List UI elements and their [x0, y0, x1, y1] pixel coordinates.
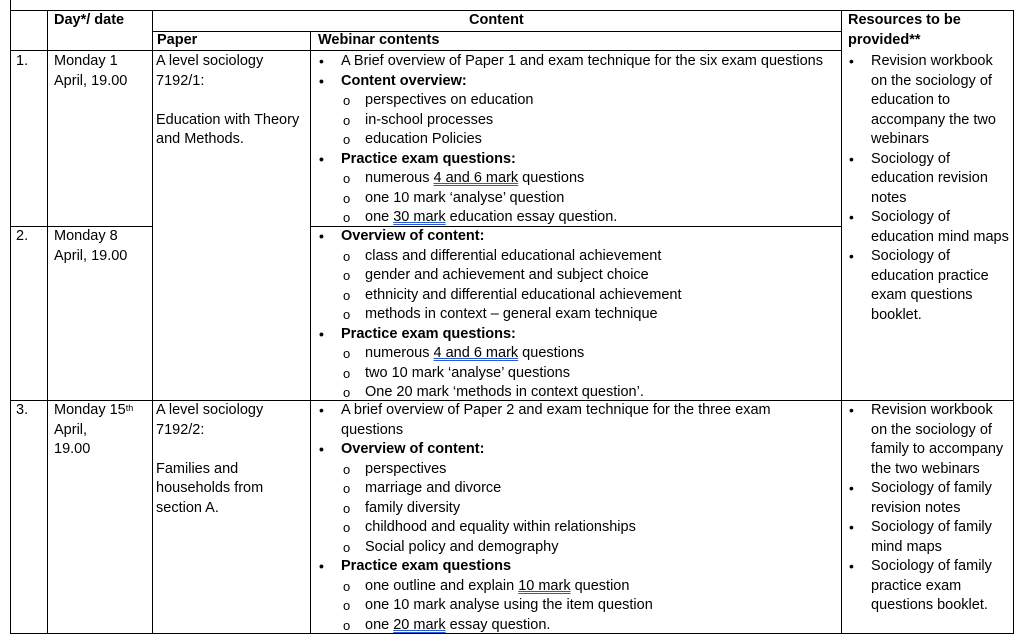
- row-date-line2: April, 19.00: [54, 247, 128, 264]
- list-item: o numerous 4 and 6 mark questions: [365, 344, 839, 364]
- list-item: o one outline and explain 10 mark question: [365, 577, 839, 597]
- row-paper: [156, 401, 263, 518]
- row-webinar-contents: [317, 401, 839, 635]
- row-paper: [156, 52, 299, 150]
- list-item: o one 10 mark analyse using the item question: [365, 596, 839, 616]
- row-date: [54, 227, 127, 266]
- list-item: o two 10 mark ‘analyse’ questions: [365, 364, 839, 384]
- resource-item: • Revision workbook on the sociology of family to accompany the two webinars: [871, 401, 1011, 479]
- overview-line2: questions: [341, 421, 404, 438]
- header-content: Content: [469, 12, 524, 28]
- resource-item: • Revision workbook on the sociology of education to accompany the two webinars: [871, 52, 1011, 150]
- row-number: 3.: [16, 402, 29, 418]
- resource-item: • Sociology of education mind maps: [871, 208, 1011, 247]
- list-item: o one 20 mark essay question.: [365, 616, 839, 636]
- resource-item: • Sociology of family revision notes: [871, 479, 1011, 518]
- list-item: o family diversity: [365, 499, 839, 519]
- resource-item: • Sociology of education practice exam questions booklet.: [871, 247, 1011, 325]
- list-item: o One 20 mark ‘methods in context question’.: [365, 383, 839, 403]
- resource-item: • Sociology of family practice exam questions booklet.: [871, 557, 1011, 616]
- header-webinar-contents: Webinar contents: [318, 32, 440, 48]
- row-date: [54, 52, 127, 91]
- header-resources: [848, 11, 961, 50]
- row-number: 1.: [16, 53, 29, 69]
- row-webinar-contents: [317, 52, 839, 228]
- list-item: o perspectives on education: [365, 91, 839, 111]
- date-suffix: th: [125, 403, 134, 413]
- row-date-line1: Monday 8: [54, 228, 118, 244]
- list-item: o marriage and divorce: [365, 479, 839, 499]
- list-item: o numerous 4 and 6 mark questions: [365, 169, 839, 189]
- resource-item: • Sociology of family mind maps: [871, 518, 1011, 557]
- header-day: Day*/ date: [54, 12, 125, 28]
- row-date-line1: Monday 1: [54, 53, 118, 69]
- row-date-line2: April,: [54, 421, 88, 438]
- practice-heading: • Practice exam questions: [341, 557, 839, 577]
- row-date-line1: Monday 15th: [54, 402, 134, 418]
- list-item: o methods in context – general exam technique: [365, 305, 839, 325]
- list-item: o perspectives: [365, 460, 839, 480]
- header-resources-line1: Resources to be: [848, 12, 961, 28]
- overview-line1: • A brief overview of Paper 2 and exam technique for the three exam: [341, 402, 771, 418]
- list-item: o Social policy and demography: [365, 538, 839, 558]
- list-item: o education Policies: [365, 130, 839, 150]
- list-item: o one 10 mark ‘analyse’ question: [365, 189, 839, 209]
- list-item: o class and differential educational achievement: [365, 247, 839, 267]
- row-date-line3: 19.00: [54, 441, 91, 457]
- header-resources-line2: provided**: [848, 31, 921, 48]
- paper-title-line3: section A.: [156, 499, 219, 516]
- list-item: o one 30 mark education essay question.: [365, 208, 839, 228]
- paper-code-line2: 7192/2:: [156, 421, 205, 438]
- list-item: o gender and achievement and subject choice: [365, 266, 839, 286]
- resource-item: • Sociology of education revision notes: [871, 150, 1011, 209]
- practice-heading: • Practice exam questions:: [341, 150, 839, 170]
- paper-title-line1: Families and: [156, 460, 239, 477]
- list-item: o childhood and equality within relationships: [365, 518, 839, 538]
- content-heading: • Overview of content:: [341, 440, 839, 460]
- row-resources: [847, 401, 1011, 616]
- paper-code-line1: A level sociology: [156, 53, 264, 69]
- overview-item: • A Brief overview of Paper 1 and exam technique for the six exam questions: [341, 52, 839, 72]
- content-heading: • Content overview:: [341, 72, 839, 92]
- header-paper: Paper: [157, 32, 198, 48]
- row-date-line2: April, 19.00: [54, 72, 128, 89]
- row-resources: [847, 52, 1011, 325]
- paper-title-line2: households from: [156, 480, 264, 496]
- paper-code-line2: 7192/1:: [156, 72, 205, 89]
- list-item: o in-school processes: [365, 111, 839, 131]
- list-item: o ethnicity and differential educational achievement: [365, 286, 839, 306]
- overview-item: [341, 401, 839, 440]
- practice-heading: • Practice exam questions:: [341, 325, 839, 345]
- paper-title-line2: and Methods.: [156, 131, 244, 147]
- row-webinar-contents: [317, 227, 839, 403]
- row-number: 2.: [16, 228, 29, 244]
- content-heading: • Overview of content:: [341, 227, 839, 247]
- paper-code-line1: A level sociology: [156, 402, 264, 418]
- row-date: [54, 401, 133, 460]
- paper-title-line1: Education with Theory: [156, 111, 300, 128]
